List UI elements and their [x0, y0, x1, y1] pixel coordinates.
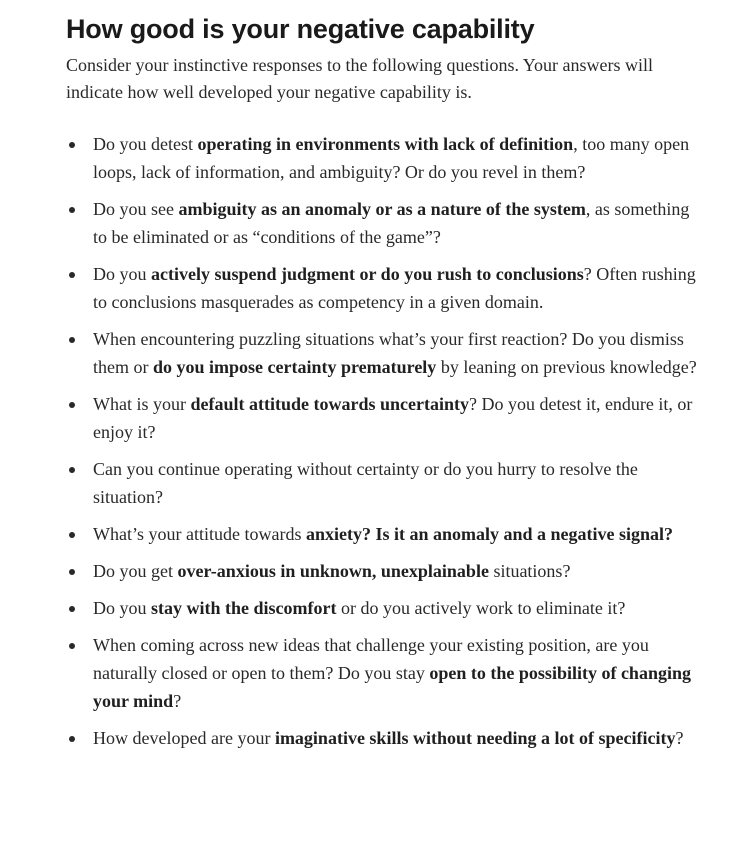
bullet-icon — [69, 532, 75, 538]
bullet-icon — [69, 736, 75, 742]
bullet-icon — [69, 467, 75, 473]
bullet-icon — [69, 142, 75, 148]
list-item-text: or do you actively work to eliminate it? — [336, 598, 626, 618]
list-item — [66, 455, 706, 511]
list-item-text: When coming across new ideas that challenge your existing position, are you naturally closed or open to them? Do you stay — [93, 635, 649, 683]
emphasis-text: imaginative skills without needing a lot of specificity — [274, 728, 676, 748]
list-item-text: ? Often rushing to conclusions masquerades as competency in a given domain. — [93, 264, 696, 312]
list-item-text: Do you get — [93, 561, 178, 581]
list-item-text: by leaning on previous knowledge? — [436, 357, 697, 377]
list-item — [66, 325, 706, 381]
emphasis-text: default attitude towards uncertainty — [190, 394, 469, 414]
emphasis-text: open to the possibility of changing your mind — [93, 663, 691, 711]
list-item — [66, 557, 706, 585]
list-item — [66, 195, 706, 251]
list-item — [66, 594, 706, 622]
list-item-text: ? — [675, 728, 684, 748]
bullet-icon — [69, 402, 75, 408]
list-item-text: , too many open loops, lack of information, and ambiguity? Or do you revel in them? — [93, 134, 690, 182]
question-list — [66, 130, 706, 752]
list-item-text: ? Do you detest it, endure it, or enjoy it? — [93, 394, 693, 442]
bullet-icon — [69, 207, 75, 213]
bullet-icon — [69, 337, 75, 343]
list-item-text: When encountering puzzling situations what’s your first reaction? Do you dismiss them or — [93, 329, 684, 377]
list-item — [66, 390, 706, 446]
intro-paragraph: Consider your instinctive responses to the following questions. Your answers will indicate how well developed your negative capability is. — [66, 55, 653, 102]
list-item-text: Do you detest — [93, 134, 198, 154]
bullet-icon — [69, 272, 75, 278]
bullet-icon — [69, 606, 75, 612]
list-item-text: ? — [173, 691, 182, 711]
emphasis-text: anxiety? Is it an anomaly and a negative signal? — [305, 524, 673, 544]
list-item — [66, 724, 706, 752]
emphasis-text: ambiguity as an anomaly or as a nature of the system — [178, 199, 586, 219]
list-item — [66, 130, 706, 186]
bullet-icon — [69, 643, 75, 649]
emphasis-text: over-anxious in unknown, unexplainable — [177, 561, 489, 581]
list-item — [66, 260, 706, 316]
article — [66, 0, 706, 761]
emphasis-text: stay with the discomfort — [151, 598, 337, 618]
list-item-text: Can you continue operating without certainty or do you hurry to resolve the situation? — [93, 459, 638, 507]
list-item — [66, 631, 706, 715]
emphasis-text: do you impose certainty prematurely — [153, 357, 437, 377]
list-item-text: Do you — [93, 264, 151, 284]
list-item-text: Do you see — [93, 199, 179, 219]
list-item — [66, 520, 706, 548]
list-item-text: situations? — [488, 561, 571, 581]
list-item-text: , as something to be eliminated or as “conditions of the game”? — [93, 199, 690, 247]
emphasis-text: actively suspend judgment or do you rush to conclusions — [151, 264, 584, 284]
list-item-text: Do you — [93, 598, 151, 618]
bullet-icon — [69, 569, 75, 575]
list-item-text: What is your — [93, 394, 191, 414]
list-item-text: How developed are your — [93, 728, 275, 748]
page-title: How good is your negative capability — [66, 14, 535, 44]
list-item-text: What’s your attitude towards — [93, 524, 306, 544]
emphasis-text: operating in environments with lack of definition — [197, 134, 574, 154]
